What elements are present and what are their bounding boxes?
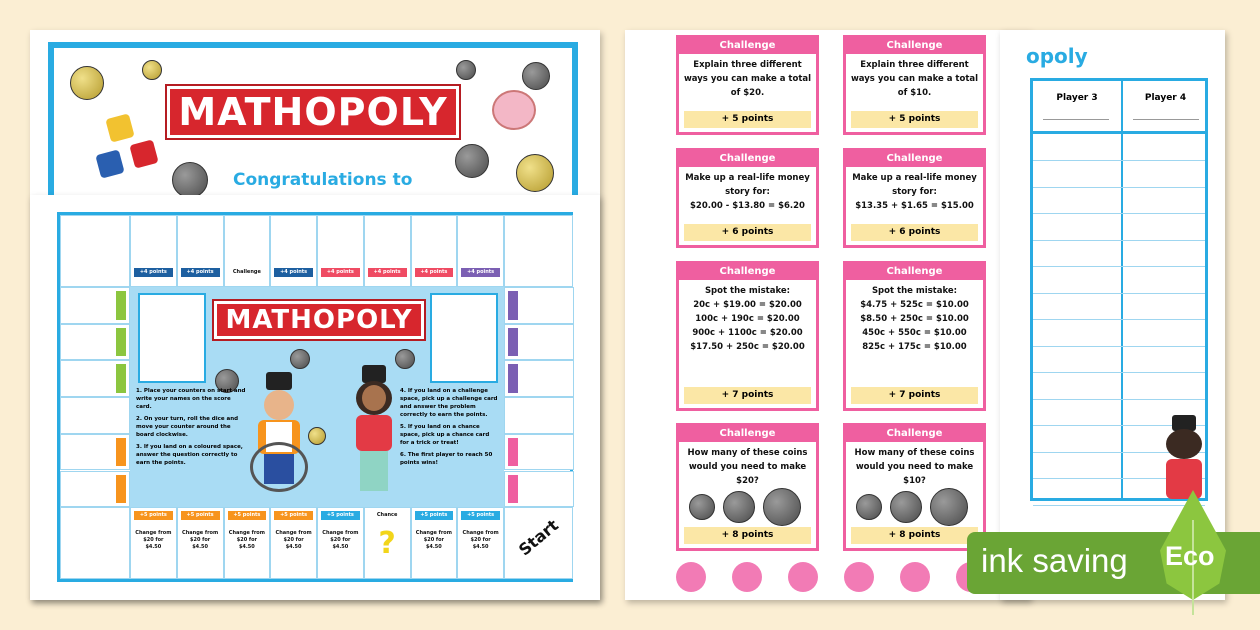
- space-text: Change from $20 for $4.50: [275, 530, 312, 550]
- board-space-side: [504, 434, 574, 471]
- coin-icon: [516, 154, 554, 192]
- card-body: [846, 54, 983, 100]
- space-tag: +4 points: [321, 268, 360, 277]
- brain-mascot-icon: [492, 90, 536, 130]
- space-tag: +4 points: [415, 268, 454, 277]
- space-color-strip: [508, 438, 518, 467]
- instructions-left: [136, 387, 246, 467]
- coin-icon: [930, 488, 968, 526]
- space-tag: +5 points: [181, 511, 220, 520]
- space-tag: +4 points: [181, 268, 220, 277]
- board-space-side: [504, 287, 574, 324]
- board-space-bottom: [177, 507, 224, 579]
- board-space-top: [130, 215, 177, 287]
- board-space-top: [364, 215, 411, 287]
- challenge-card: [676, 423, 819, 551]
- space-text: Change from $20 for $4.50: [322, 530, 359, 550]
- challenge-card: [676, 261, 819, 411]
- coin-icon: [308, 427, 326, 445]
- score-row-line: [1033, 346, 1205, 347]
- card-points: + 8 points: [684, 527, 811, 544]
- coin-icon: [456, 60, 476, 80]
- space-color-strip: [116, 364, 126, 393]
- space-color-strip: [116, 438, 126, 467]
- card-header: Challenge: [679, 426, 816, 442]
- card-line: 100c + 190c = $20.00: [695, 314, 800, 324]
- card-line: $20.00 - $13.80 = $6.20: [690, 201, 805, 211]
- space-tag: Challenge: [228, 268, 267, 277]
- coin-icon: [522, 62, 550, 90]
- space-color-strip: [116, 328, 126, 357]
- score-row-line: [1033, 213, 1205, 214]
- coin-icon: [142, 60, 162, 80]
- coin-icon: [890, 491, 922, 523]
- board-space-bottom: [411, 507, 458, 579]
- space-tag: +5 points: [321, 511, 360, 520]
- board-center: [130, 287, 504, 507]
- card-header: Challenge: [846, 151, 983, 167]
- board-space-top: [177, 215, 224, 287]
- card-header: Challenge: [846, 426, 983, 442]
- board-space-side: [504, 360, 574, 397]
- counter-token: [732, 562, 762, 592]
- coin-icon: [723, 491, 755, 523]
- coin-icon: [689, 494, 715, 520]
- board-space-side: [60, 434, 130, 471]
- score-row-line: [1033, 319, 1205, 320]
- girl-character: [352, 365, 396, 495]
- card-line: Explain three different ways you can make a total of $20.: [683, 60, 812, 98]
- card-points: + 6 points: [684, 224, 811, 241]
- card-body: [846, 442, 983, 488]
- instruction: 3. If you land on a coloured space, answer the question correctly to earn the points.: [136, 444, 243, 466]
- counter-token: [676, 562, 706, 592]
- coin-icon: [172, 162, 208, 198]
- board-space-top: [317, 215, 364, 287]
- board-space-bottom: [130, 507, 177, 579]
- instruction: 1. Place your counters on start and write your names on the score card.: [136, 388, 246, 410]
- space-text: Change from $20 for $4.50: [182, 530, 219, 550]
- card-line: 450c + 550c = $10.00: [862, 328, 967, 338]
- instruction: 5. If you land on a chance space, pick up a chance card for a trick or treat!: [400, 424, 490, 446]
- card-line: $4.75 + 525c = $10.00: [860, 300, 969, 310]
- space-tag: +5 points: [461, 511, 500, 520]
- card-points: + 5 points: [851, 111, 978, 128]
- board-space-side: [504, 324, 574, 361]
- space-tag: +5 points: [228, 511, 267, 520]
- card-line: $13.35 + $1.65 = $15.00: [855, 201, 974, 211]
- ink-saving-label: ink saving: [981, 542, 1128, 579]
- board-space-side: [504, 397, 574, 434]
- left-card-slot: [138, 293, 206, 383]
- space-tag: +4 points: [461, 268, 500, 277]
- space-text: Change from $20 for $4.50: [462, 530, 499, 550]
- chance-question-icon: ?: [378, 526, 396, 561]
- challenge-cards-sheet: [625, 30, 1030, 600]
- score-row-line: [1033, 160, 1205, 161]
- card-points: + 8 points: [851, 527, 978, 544]
- card-body: [846, 280, 983, 354]
- corner-top-right: [504, 215, 573, 287]
- board-space-bottom: [364, 507, 411, 579]
- card-body: [679, 167, 816, 213]
- card-line: Spot the mistake:: [704, 286, 791, 296]
- card-header: Challenge: [679, 151, 816, 167]
- card-header: Challenge: [846, 264, 983, 280]
- board-space-top: [411, 215, 458, 287]
- board-space-top: [457, 215, 504, 287]
- scorecard-title: opoly: [1026, 44, 1088, 68]
- coin-icon: [70, 66, 104, 100]
- card-points: + 7 points: [851, 387, 978, 404]
- card-points: + 7 points: [684, 387, 811, 404]
- game-board-sheet: [30, 195, 600, 600]
- game-board: [57, 212, 573, 582]
- space-tag: +5 points: [274, 511, 313, 520]
- score-row-line: [1033, 266, 1205, 267]
- space-tag: Chance: [368, 511, 407, 520]
- challenge-card: [843, 423, 986, 551]
- instruction: 2. On your turn, roll the dice and move your counter around the board clockwise.: [136, 416, 239, 438]
- card-body: [679, 442, 816, 488]
- boy-wheelchair-character: [250, 372, 310, 497]
- counter-token: [900, 562, 930, 592]
- board-space-bottom: [224, 507, 271, 579]
- coin-icon: [763, 488, 801, 526]
- coin-icon: [455, 144, 489, 178]
- board-space-side: [60, 471, 130, 508]
- board-title: MATHOPOLY: [214, 301, 424, 339]
- card-points: + 5 points: [684, 111, 811, 128]
- counter-token: [844, 562, 874, 592]
- card-line: Make up a real-life money story for:: [685, 173, 810, 197]
- instruction: 6. The first player to reach 50 points wins!: [400, 452, 493, 466]
- card-line: 900c + 1100c = $20.00: [692, 328, 803, 338]
- board-space-side: [60, 397, 130, 434]
- score-row-line: [1033, 372, 1205, 373]
- space-color-strip: [508, 291, 518, 320]
- eco-label: Eco: [1165, 541, 1215, 571]
- score-row-line: [1033, 187, 1205, 188]
- score-row-line: [1033, 293, 1205, 294]
- corner-start: [504, 507, 573, 579]
- space-text: Change from $20 for $4.50: [228, 530, 265, 550]
- score-row-line: [1033, 240, 1205, 241]
- space-color-strip: [116, 401, 126, 430]
- space-color-strip: [508, 475, 518, 504]
- space-text: Change from $20 for $4.50: [415, 530, 452, 550]
- space-tag: +4 points: [274, 268, 313, 277]
- space-color-strip: [116, 475, 126, 504]
- space-color-strip: [508, 328, 518, 357]
- space-tag: +4 points: [134, 268, 173, 277]
- card-line: Spot the mistake:: [871, 286, 958, 296]
- challenge-card: [843, 35, 986, 135]
- corner-bottom-left: [60, 507, 130, 579]
- space-tag: +5 points: [134, 511, 173, 520]
- coin-icon: [395, 349, 415, 369]
- space-color-strip: [116, 291, 126, 320]
- card-body: [679, 280, 816, 354]
- card-line: $17.50 + 250c = $20.00: [690, 342, 805, 352]
- card-line: 825c + 175c = $10.00: [862, 342, 967, 352]
- card-line: 20c + $19.00 = $20.00: [693, 300, 802, 310]
- column-header: Player 4: [1144, 93, 1187, 103]
- board-space-side: [60, 287, 130, 324]
- board-space-bottom: [457, 507, 504, 579]
- challenge-card: [676, 148, 819, 248]
- coin-icon: [290, 349, 310, 369]
- card-line: $8.50 + 250c = $10.00: [860, 314, 969, 324]
- board-space-bottom: [270, 507, 317, 579]
- space-tag: +5 points: [415, 511, 454, 520]
- score-row-line: [1033, 399, 1205, 400]
- card-line: How many of these coins would you need to make $10?: [854, 448, 975, 486]
- board-space-bottom: [317, 507, 364, 579]
- corner-top-left: [60, 215, 130, 287]
- card-line: How many of these coins would you need to make $20?: [687, 448, 808, 486]
- card-header: Challenge: [679, 264, 816, 280]
- card-line: Explain three different ways you can make a total of $10.: [850, 60, 979, 98]
- board-space-top: [270, 215, 317, 287]
- card-header: Challenge: [846, 38, 983, 54]
- coin-icon: [856, 494, 882, 520]
- card-body: [679, 54, 816, 100]
- space-text: Change from $20 for $4.50: [135, 530, 172, 550]
- congratulations-text: Congratulations to: [233, 170, 413, 190]
- certificate-title: MATHOPOLY: [167, 86, 459, 138]
- board-space-side: [60, 360, 130, 397]
- challenge-card: [676, 35, 819, 135]
- challenge-card: [843, 261, 986, 411]
- right-card-slot: [430, 293, 498, 383]
- card-header: Challenge: [679, 38, 816, 54]
- card-line: Make up a real-life money story for:: [852, 173, 977, 197]
- board-space-side: [504, 471, 574, 508]
- card-points: + 6 points: [851, 224, 978, 241]
- card-body: [846, 167, 983, 213]
- space-tag: +4 points: [368, 268, 407, 277]
- board-space-side: [60, 324, 130, 361]
- instruction: 4. If you land on a challenge space, pick up a challenge card and answer the problem correctly to earn the points.: [400, 388, 498, 418]
- column-header: Player 3: [1056, 93, 1098, 103]
- space-color-strip: [508, 364, 518, 393]
- board-space-top: [224, 215, 271, 287]
- challenge-card: [843, 148, 986, 248]
- start-label: Start: [514, 515, 563, 560]
- space-color-strip: [508, 401, 518, 430]
- girl-character: [1162, 415, 1206, 505]
- counter-token: [788, 562, 818, 592]
- instructions-right: [400, 387, 500, 467]
